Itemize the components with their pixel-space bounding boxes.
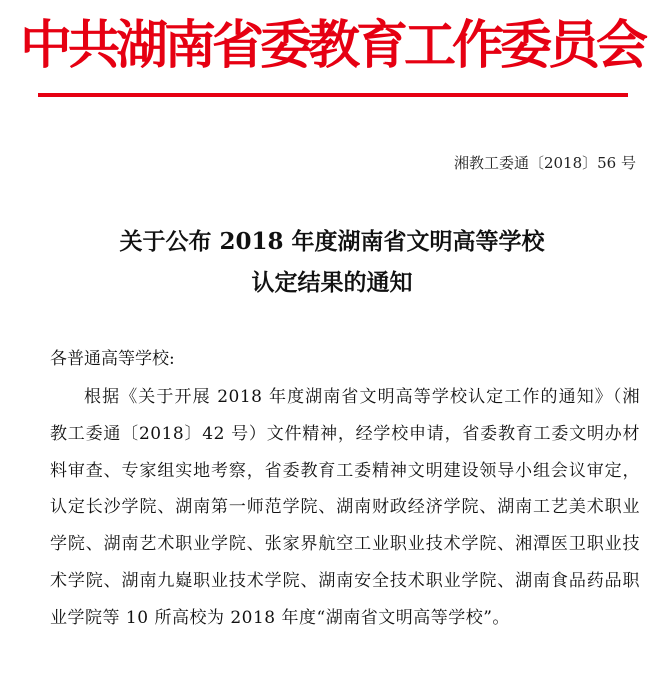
salutation: 各普通高等学校: [50, 349, 175, 369]
body-paragraph: 根据《关于开展 2018 年度湖南省文明高等学校认定工作的通知》（湘教工委通〔2018〕42 号）文件精神，经学校申请，省委教育工委文明办材料审查、专家组实地考察，省委教育工委精神文明建设领导小组会议审定，认定长沙学院、湖南第一师范学院、湖南财政经济学院、湖南工艺美术职业学院、湖南艺术职业学院、张家界航空工业职业技术学院、湘潭医卫职业技术学院、湖南九嶷职业技术学院、湖南安全技术职业学院、湖南食品药品职业学院等 10 所高校为 2018 年度“湖南省文明高等学校”。 [50, 387, 640, 628]
document-number: 湘教工委通〔2018〕56 号 [453, 154, 636, 172]
notice-title-line-2: 认定结果的通知 [251, 269, 413, 296]
masthead-organization: 中共湖南省委教育工作委员会 [20, 15, 645, 76]
notice-title-line-1: 关于公布 2018 年度湖南省文明高等学校 [119, 228, 545, 255]
red-divider-line [38, 93, 628, 97]
